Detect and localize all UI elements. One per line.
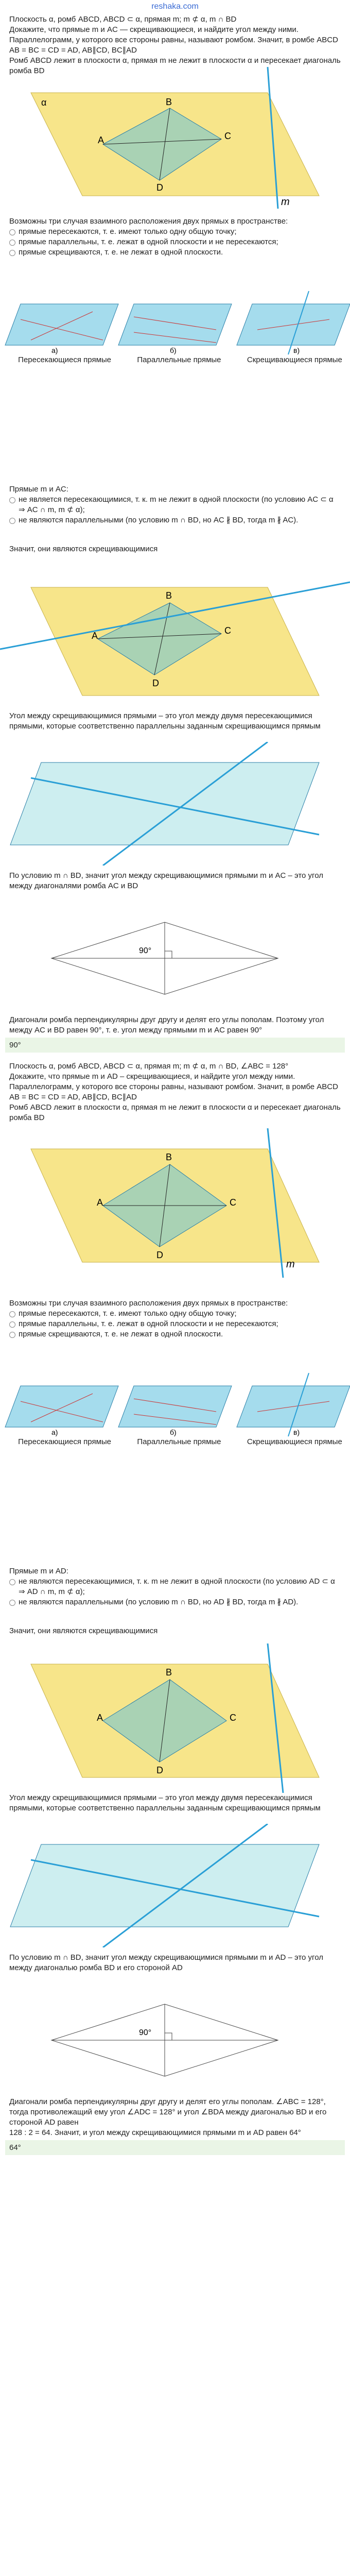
figure-diagonals-2: [0, 1989, 350, 2092]
p2-explain: Диагонали ромба перпендикулярны друг другу и делят его углы пополам. ∠ABC = 128°, тогда противолежащий ему угол ∠ADC = 128° и угол ∠BDA между диагональю BD и его стороной AD равен 128 : 2 = 64. Значит, и угол между скрещивающимися прямыми m и AD равен 64° 64°: [0, 2097, 350, 2157]
p1-rhombus-plane: Ромб ABCD лежит в плоскости α, прямая m не лежит в плоскости α и пересекает диагональ ромба BD: [9, 56, 341, 75]
svg-text:D: D: [152, 678, 159, 688]
fig-label-b: б): [170, 346, 177, 354]
lines-title: Прямые m и AC:: [9, 485, 68, 494]
figure-rhombus-1: [0, 62, 350, 211]
diagonals-text: Диагонали ромба перпендикулярны друг другу и делят его углы пополам. Поэтому угол между AC и BD равен 90°, т. е. угол между прямыми m и AC равен 90°: [9, 1015, 324, 1035]
figure-rhombus-2: [0, 1128, 350, 1278]
label-B: B: [166, 97, 172, 107]
svg-text:m: m: [286, 1259, 295, 1270]
svg-text:B: B: [166, 1152, 172, 1162]
site-link[interactable]: reshaka.com: [151, 2, 199, 11]
svg-text:A: A: [92, 631, 98, 641]
svg-text:B: B: [166, 590, 172, 601]
figure-rhombus-2b: [0, 1643, 350, 1793]
cases-captions-1: [5, 355, 350, 364]
p1-task: Докажите, что прямые m и AC — скрещивающиеся, и найдите угол между ними.: [9, 25, 299, 34]
figure-three-cases-2: [0, 1370, 350, 1437]
svg-text:C: C: [224, 625, 231, 636]
p2-cases: Возможны три случая взаимного расположения двух прямых в пространстве: прямые пересекаются, т. е. имеют только одну общую точку; прямые параллельны, т. е. лежат в одной плоскости и не пересекаются; прямые скрещиваются, т. е. не лежат в одной плоскости.: [9, 1299, 288, 1338]
fact-1: не является пересекающимися, т. к. m не лежит в одной плоскости (по условию AC ⊂ α ⇒ AC ∩ m, m ⊄ α);: [19, 495, 334, 514]
angle-def: Угол между скрещивающимися прямыми – это угол между двумя пересекающимися прямыми, которые соответственно параллельны заданным скрещивающимся прямым: [9, 711, 321, 731]
label-A: A: [98, 135, 104, 145]
svg-text:D: D: [156, 1765, 163, 1775]
figure-diagonals-1: [0, 907, 350, 1010]
svg-text:A: A: [97, 1713, 103, 1723]
p1-rhombus-def: Параллелограмм, у которого все стороны равны, называют ромбом. Значит, в ромбе ABCD AB = BC = CD = AD, AB∥CD, BC∥AD: [9, 36, 338, 55]
figure-planes-1: [0, 742, 350, 866]
svg-text:a): a): [51, 1428, 58, 1436]
p2-rhombus-def: Параллелограмм, у которого все стороны равны, называют ромбом. Значит, в ромбе ABCD AB = BC = CD = AD, AB∥CD, BC∥AD: [9, 1082, 338, 1101]
svg-text:C: C: [230, 1197, 236, 1208]
svg-text:C: C: [230, 1713, 236, 1723]
figure-three-cases-1: [0, 289, 350, 355]
svg-text:90°: 90°: [139, 2028, 152, 2037]
svg-text:D: D: [156, 1250, 163, 1260]
p1-cases: [0, 216, 350, 258]
caption-parallel: Параллельные прямые: [137, 355, 221, 364]
fig-label-v: в): [293, 346, 300, 354]
case-1: прямые пересекаются, т. е. имеют только одну общую точку;: [19, 227, 237, 236]
p1-explain: [0, 1015, 350, 1055]
skew-conclusion: Значит, они являются скрещивающимися: [9, 545, 158, 553]
case-2: прямые параллельны, т. е. лежат в одной плоскости и не пересекаются;: [19, 238, 278, 246]
p2-task: Докажите, что прямые m и AD – скрещивающиеся, и найдите угол между ними.: [9, 1072, 295, 1081]
p1-diagonals: [0, 871, 350, 891]
svg-text:B: B: [166, 1667, 172, 1677]
p2-angle-def: Угол между скрещивающимися прямыми – это угол между двумя пересекающимися прямыми, которые соответственно параллельны заданным скрещивающимся прямым: [9, 1793, 321, 1812]
fact-2: не являются параллельными (по условию m ∩ BD, но AC ∦ BD, тогда m ∦ AC).: [19, 516, 299, 524]
p1-facts: [0, 484, 350, 554]
p2-diagonals: По условию m ∩ BD, значит угол между скрещивающимися прямыми m и AD – это угол между диагональю ромба BD и его стороной AD: [9, 1953, 323, 1972]
p2-rhombus-plane: Ромб ABCD лежит в плоскости α, прямая m не лежит в плоскости α и пересекает диагональ ромба BD: [9, 1103, 341, 1122]
p2-facts: Прямые m и AD: не являются пересекающимися, т. к. m не лежит в одной плоскости (по условию AD ⊂ α ⇒ AD ∩ m, m ⊄ α); не являются параллельными (по условию m ∩ BD, но AD ∦ BD, тогда m ∦ AD). Значит, они являются скрещивающимися: [9, 1567, 335, 1635]
figure-rhombus-1b: [0, 562, 350, 711]
label-D: D: [156, 182, 163, 193]
answer-2: 64°: [5, 2140, 345, 2155]
cases-title: Возможны три случая взаимного расположения двух прямых в пространстве:: [9, 217, 288, 226]
caption-skew: Скрещивающиеся прямые: [247, 355, 342, 364]
angle-diagonals: По условию m ∩ BD, значит угол между скрещивающимися прямыми m и AC – это угол между диагоналями ромба AC и BD: [9, 871, 323, 890]
part2: [0, 1061, 350, 1123]
case-3: прямые скрещиваются, т. е. не лежат в одной плоскости.: [19, 248, 223, 257]
fig-label-a: a): [51, 346, 58, 354]
label-alpha: α: [41, 97, 47, 108]
p2-condition: Плоскость α, ромб ABCD, ABCD ⊂ α, прямая m; m ⊄ α, m ∩ BD, ∠ABC = 128°: [9, 1062, 289, 1071]
svg-text:в): в): [293, 1428, 300, 1436]
p1-condition: Плоскость α, ромб ABCD, ABCD ⊂ α, прямая m; m ⊄ α, m ∩ BD: [9, 15, 237, 24]
caption-intersect: Пересекающиеся прямые: [18, 355, 112, 364]
answer-1: 90°: [5, 1038, 345, 1053]
label-m: m: [281, 196, 290, 208]
p1-angle-def: [0, 711, 350, 732]
cases-captions-2: Пересекающиеся прямые Параллельные прямые Скрещивающиеся прямые: [18, 1437, 342, 1446]
figure-planes-2: [0, 1824, 350, 1947]
angle-90: 90°: [139, 946, 152, 955]
label-C: C: [224, 131, 231, 141]
svg-text:A: A: [97, 1197, 103, 1208]
svg-text:б): б): [170, 1428, 177, 1436]
